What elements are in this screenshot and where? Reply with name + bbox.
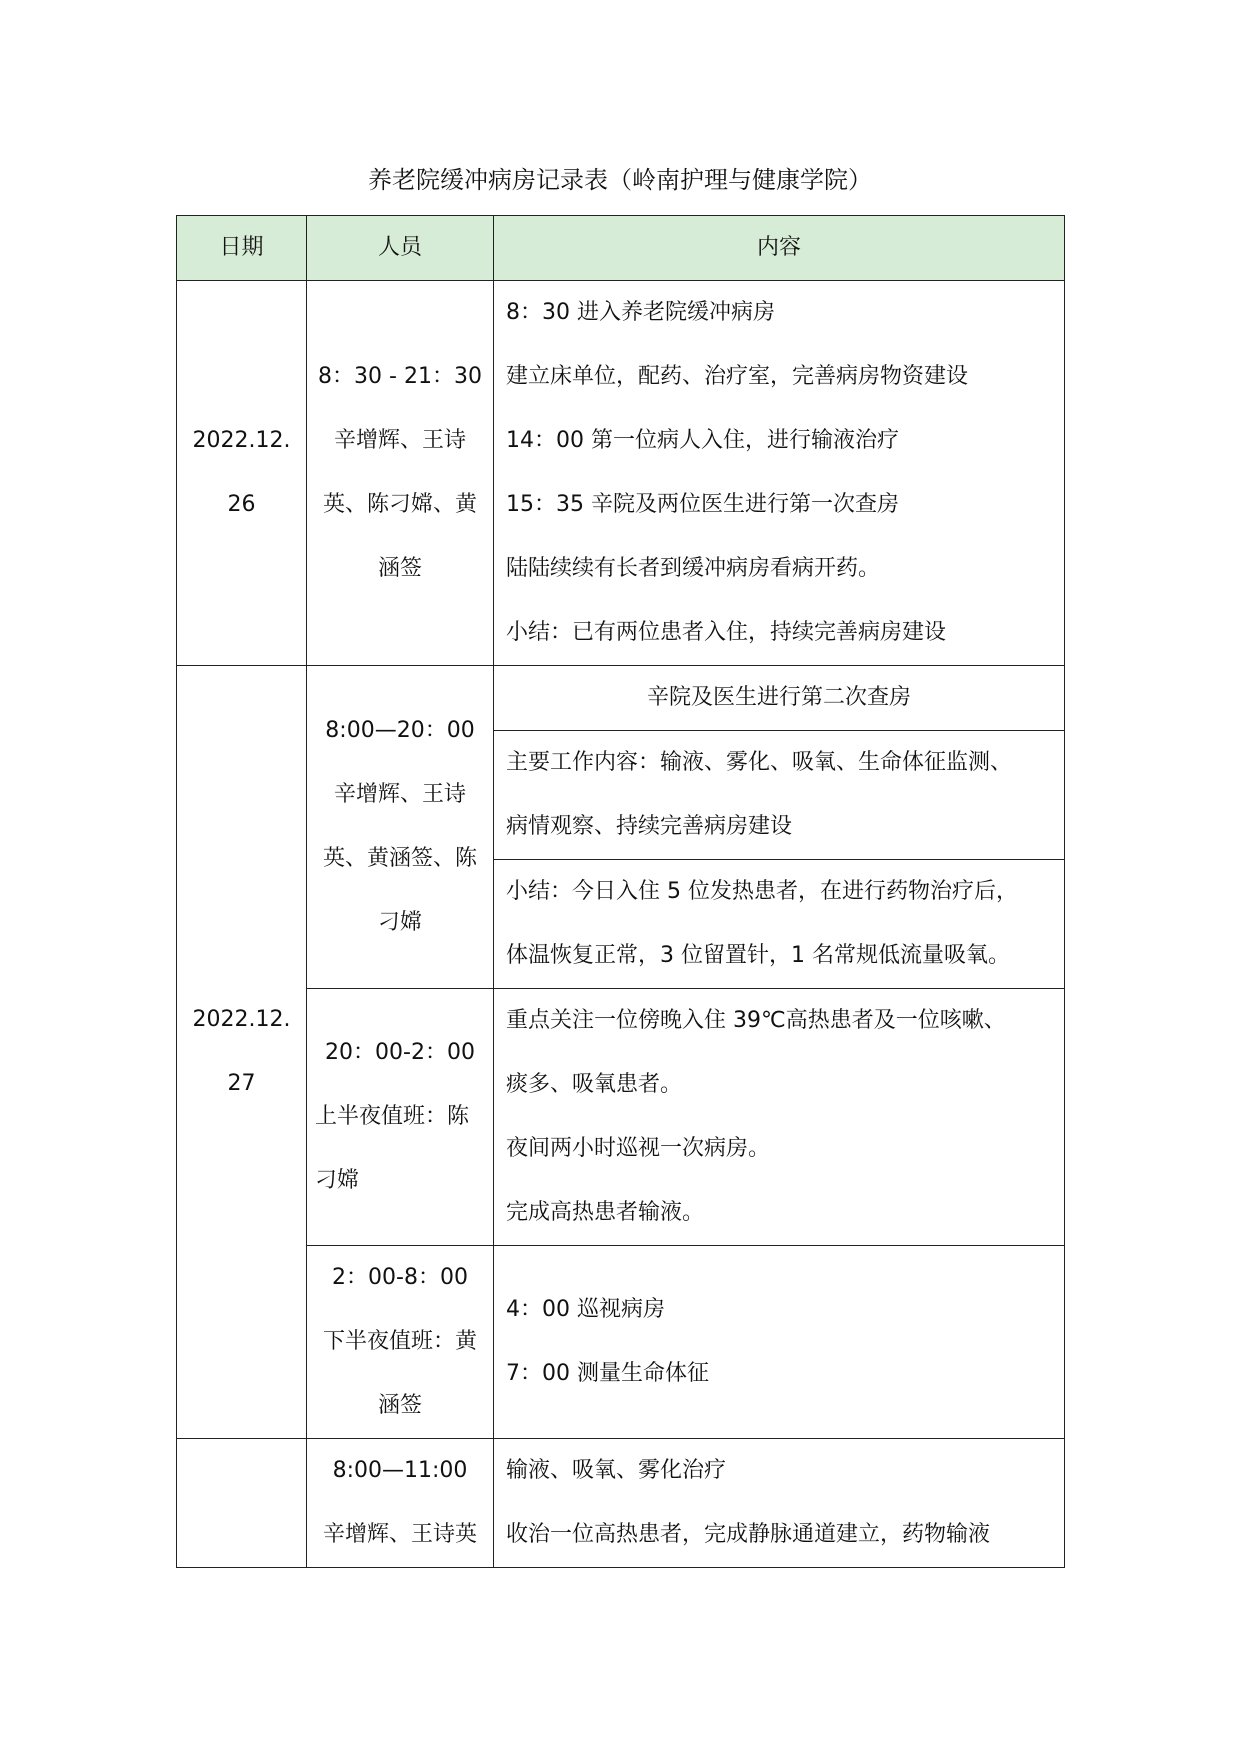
content-cell [494,281,1065,666]
date-cell [177,281,307,666]
people-cell [307,989,494,1246]
table-row [177,666,1065,731]
people-cell [307,1439,494,1568]
date-cell [177,666,307,1439]
header-content: 内容 [494,216,1065,281]
people-line: 涵签 [377,1393,422,1418]
date-line: 27 [227,1071,256,1096]
people-line: 辛增辉、王诗英 [322,1522,477,1547]
date-cell [177,1439,307,1568]
table-row [177,281,1065,666]
content-line: 8：30 进入养老院缓冲病房 [506,300,775,325]
content-line: 15：35 辛院及两位医生进行第一次查房 [506,492,899,517]
date-line: 26 [227,492,256,517]
people-line: 上半夜值班：陈 [315,1104,470,1129]
content-line: 体温恢复正常，3 位留置针，1 名常规低流量吸氧。 [506,943,1010,968]
page-title: 养老院缓冲病房记录表（岭南护理与健康学院） [368,166,872,194]
summary-cell [494,860,1065,989]
people-cell [307,281,494,666]
content-line: 痰多、吸氧患者。 [506,1072,683,1097]
content-line: 7：00 测量生命体征 [506,1361,709,1386]
table-header-row [177,216,1065,281]
content-cell [494,1439,1065,1568]
people-line: 下半夜值班：黄 [322,1329,477,1354]
content-line: 4：00 巡视病房 [506,1297,665,1322]
content-cell [494,1246,1065,1439]
content-line: 完成高热患者输液。 [506,1200,705,1225]
people-line: 辛增辉、王诗 [333,428,466,453]
people-line: 20：00-2：00 [325,1040,475,1065]
people-cell [307,1246,494,1439]
people-line: 8:00—11:00 [332,1458,468,1483]
people-line: 8：30 - 21：30 [318,364,482,389]
people-cell [307,666,494,989]
header-people: 人员 [307,216,494,281]
table-row [177,1246,1065,1439]
header-date: 日期 [177,216,307,281]
content-cell [494,731,1065,860]
content-line: 收治一位高热患者，完成静脉通道建立，药物输液 [506,1522,991,1547]
content-line: 夜间两小时巡视一次病房。 [506,1136,771,1161]
content-line: 病情观察、持续完善病房建设 [506,814,793,839]
table-row [177,1439,1065,1568]
people-line: 2：00-8：00 [332,1265,468,1290]
date-line: 2022.12. [192,1007,291,1032]
people-line: 刁嫦 [377,910,422,935]
content-line: 建立床单位，配药、治疗室，完善病房物资建设 [506,364,969,389]
record-table [176,215,1065,1568]
table-row [177,989,1065,1246]
content-line: 小结：今日入住 5 位发热患者，在进行药物治疗后， [506,879,1018,904]
content-line: 主要工作内容：输液、雾化、吸氧、生命体征监测、 [506,750,1013,775]
content-line: 重点关注一位傍晚入住 39℃高热患者及一位咳嗽、 [506,1008,1006,1033]
people-line: 辛增辉、王诗 [333,782,466,807]
date-line: 2022.12. [192,428,291,453]
content-line: 14：00 第一位病人入住，进行输液治疗 [506,428,899,453]
content-line: 陆陆续续有长者到缓冲病房看病开药。 [506,556,881,581]
people-line: 英、黄涵签、陈 [322,846,477,871]
people-line: 英、陈刁嫦、黄 [322,492,477,517]
people-line: 8:00—20：00 [325,718,475,743]
content-line: 输液、吸氧、雾化治疗 [506,1458,727,1483]
people-line: 涵签 [377,556,422,581]
people-line: 刁嫦 [315,1168,360,1193]
content-cell [494,989,1065,1246]
content-line: 小结：已有两位患者入住，持续完善病房建设 [506,620,947,645]
rounds-cell: 辛院及医生进行第二次查房 [494,666,1065,731]
